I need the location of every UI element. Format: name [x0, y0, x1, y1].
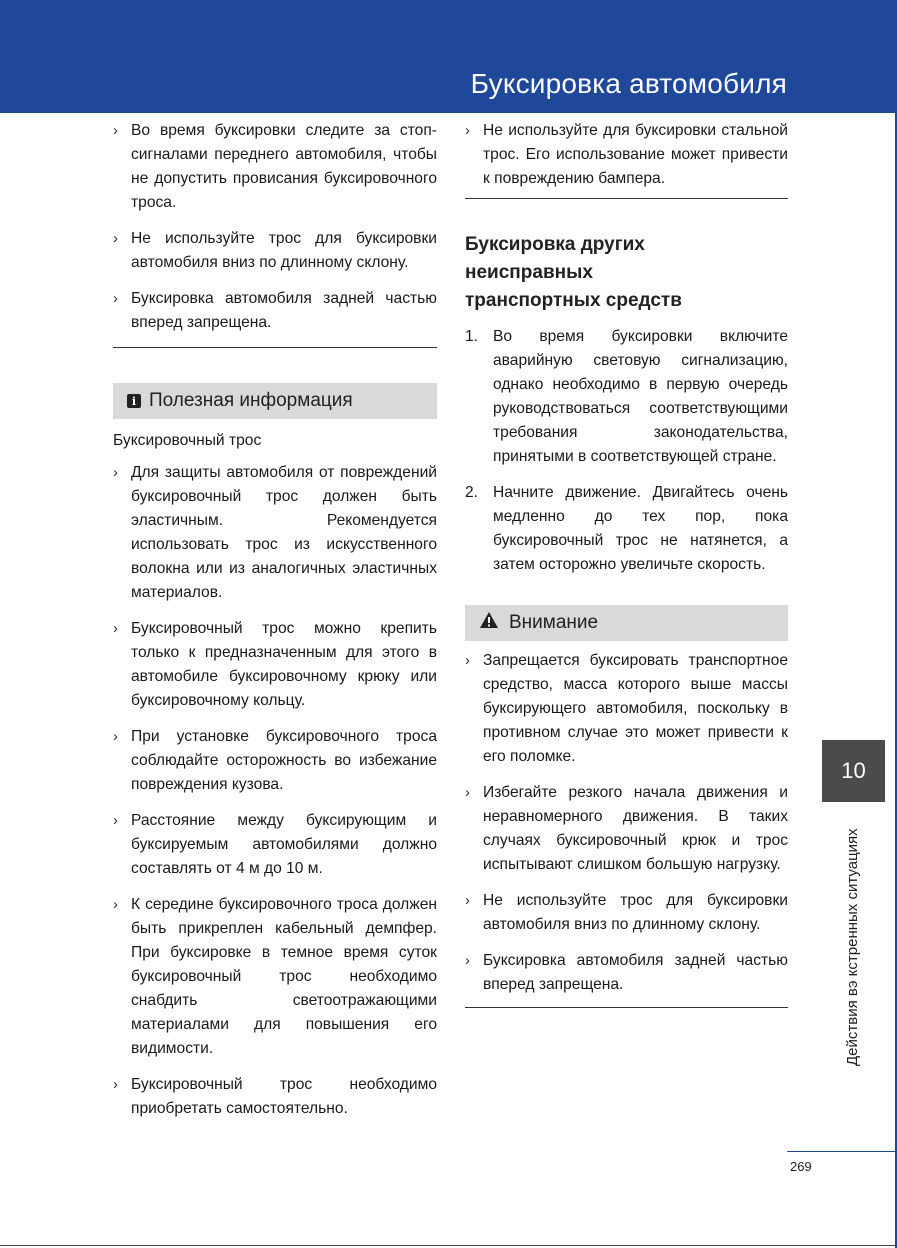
right-column [465, 116, 788, 1008]
chevron-right-icon: › [113, 290, 118, 307]
list-item: › Во время буксировки следите за стоп-сигналами переднего автомобиля, чтобы не допустить провисания буксировочного троса. [113, 119, 437, 215]
chevron-right-icon: › [465, 652, 470, 669]
section-title: Буксировка других неисправных транспортных средств [465, 234, 682, 311]
chapter-tab: 10 [822, 740, 885, 802]
chevron-right-icon: › [113, 464, 118, 481]
chevron-right-icon: › [113, 728, 118, 745]
warning-icon [479, 611, 499, 635]
chevron-right-icon: › [113, 230, 118, 247]
footer-rule [787, 1151, 895, 1152]
chevron-right-icon: › [113, 620, 118, 637]
step-text: Во время буксировки включите аварийную световую сигнализацию, однако необходимо в первую очередь руководствоваться соответствующими требования законодательства, принятыми в соответствующей стране. [493, 328, 788, 465]
list-item: › Не используйте трос для буксировки автомобиля вниз по длинному склону. [113, 227, 437, 275]
list-item: › К середине буксировочного троса должен быть прикреплен кабельный демпфер. При буксировке в темное время суток буксировочный трос необходимо снабдить светоотражающими материалами для повышения его видимости. [113, 893, 437, 1061]
subheading: Буксировочный трос [113, 432, 262, 449]
list-item: › Не используйте для буксировки стальной трос. Его использование может привести к повреждению бампера. [465, 119, 788, 191]
page-number: 269 [790, 1159, 812, 1174]
divider [465, 1007, 788, 1008]
warning-list [465, 649, 788, 997]
info-icon: i [127, 394, 141, 408]
steps-list [465, 325, 788, 577]
list-item: › Запрещается буксировать транспортное средство, масса которого выше массы буксирующего автомобиля, поскольку в противном случае это может привести к его поломке. [465, 649, 788, 769]
left-column [113, 116, 437, 1121]
info-box-title: Полезная информация [149, 390, 353, 411]
list-item [465, 481, 788, 577]
chevron-right-icon: › [113, 122, 118, 139]
list-item: › Буксировочный трос необходимо приобретать самостоятельно. [113, 1073, 437, 1121]
warning-box [465, 605, 788, 641]
list-item: › Буксировочный трос можно крепить только к предназначенным для этого в автомобиле буксировочному крюку или буксировочному кольцу. [113, 617, 437, 713]
divider [113, 347, 437, 348]
list-item: › Расстояние между буксирующим и буксируемым автомобилями должно составлять от 4 м до 10 м. [113, 809, 437, 881]
chevron-right-icon: › [465, 784, 470, 801]
page-title: Буксировка автомобиля [470, 68, 787, 99]
list-item [465, 325, 788, 469]
step-number: 2. [465, 484, 479, 501]
chevron-right-icon: › [465, 122, 470, 139]
chevron-right-icon: › [113, 896, 118, 913]
list-item: › При установке буксировочного троса соблюдайте осторожность во избежание повреждения кузова. [113, 725, 437, 797]
step-number: 1. [465, 328, 479, 345]
list-item: › Не используйте трос для буксировки автомобиля вниз по длинному склону. [465, 889, 788, 937]
divider [465, 198, 788, 199]
chevron-right-icon: › [465, 892, 470, 909]
chevron-right-icon: › [465, 952, 470, 969]
list-item: › Для защиты автомобиля от повреждений буксировочный трос должен быть эластичным. Рекомендуется использовать трос из искусственного волокна или из аналогичных эластичных материалов. [113, 461, 437, 605]
chevron-right-icon: › [113, 1076, 118, 1093]
chevron-right-icon: › [113, 812, 118, 829]
chapter-title: Действия вэ кстренных ситуациях [844, 828, 861, 1066]
list-item: › Буксировка автомобиля задней частью вперед запрещена. [465, 949, 788, 997]
warning-box-title: Внимание [509, 612, 599, 633]
list-item: › Избегайте резкого начала движения и неравномерного движения. В таких случаях буксировочный крюк и трос испытывают слишком большую нагрузку. [465, 781, 788, 877]
info-box [113, 383, 437, 419]
bottom-border [0, 1245, 897, 1246]
step-text: Начните движение. Двигайтесь очень медленно до тех пор, пока буксировочный трос не натянется, а затем осторожно увеличьте скорость. [493, 484, 788, 573]
list-item: › Буксировка автомобиля задней частью вперед запрещена. [113, 287, 437, 335]
